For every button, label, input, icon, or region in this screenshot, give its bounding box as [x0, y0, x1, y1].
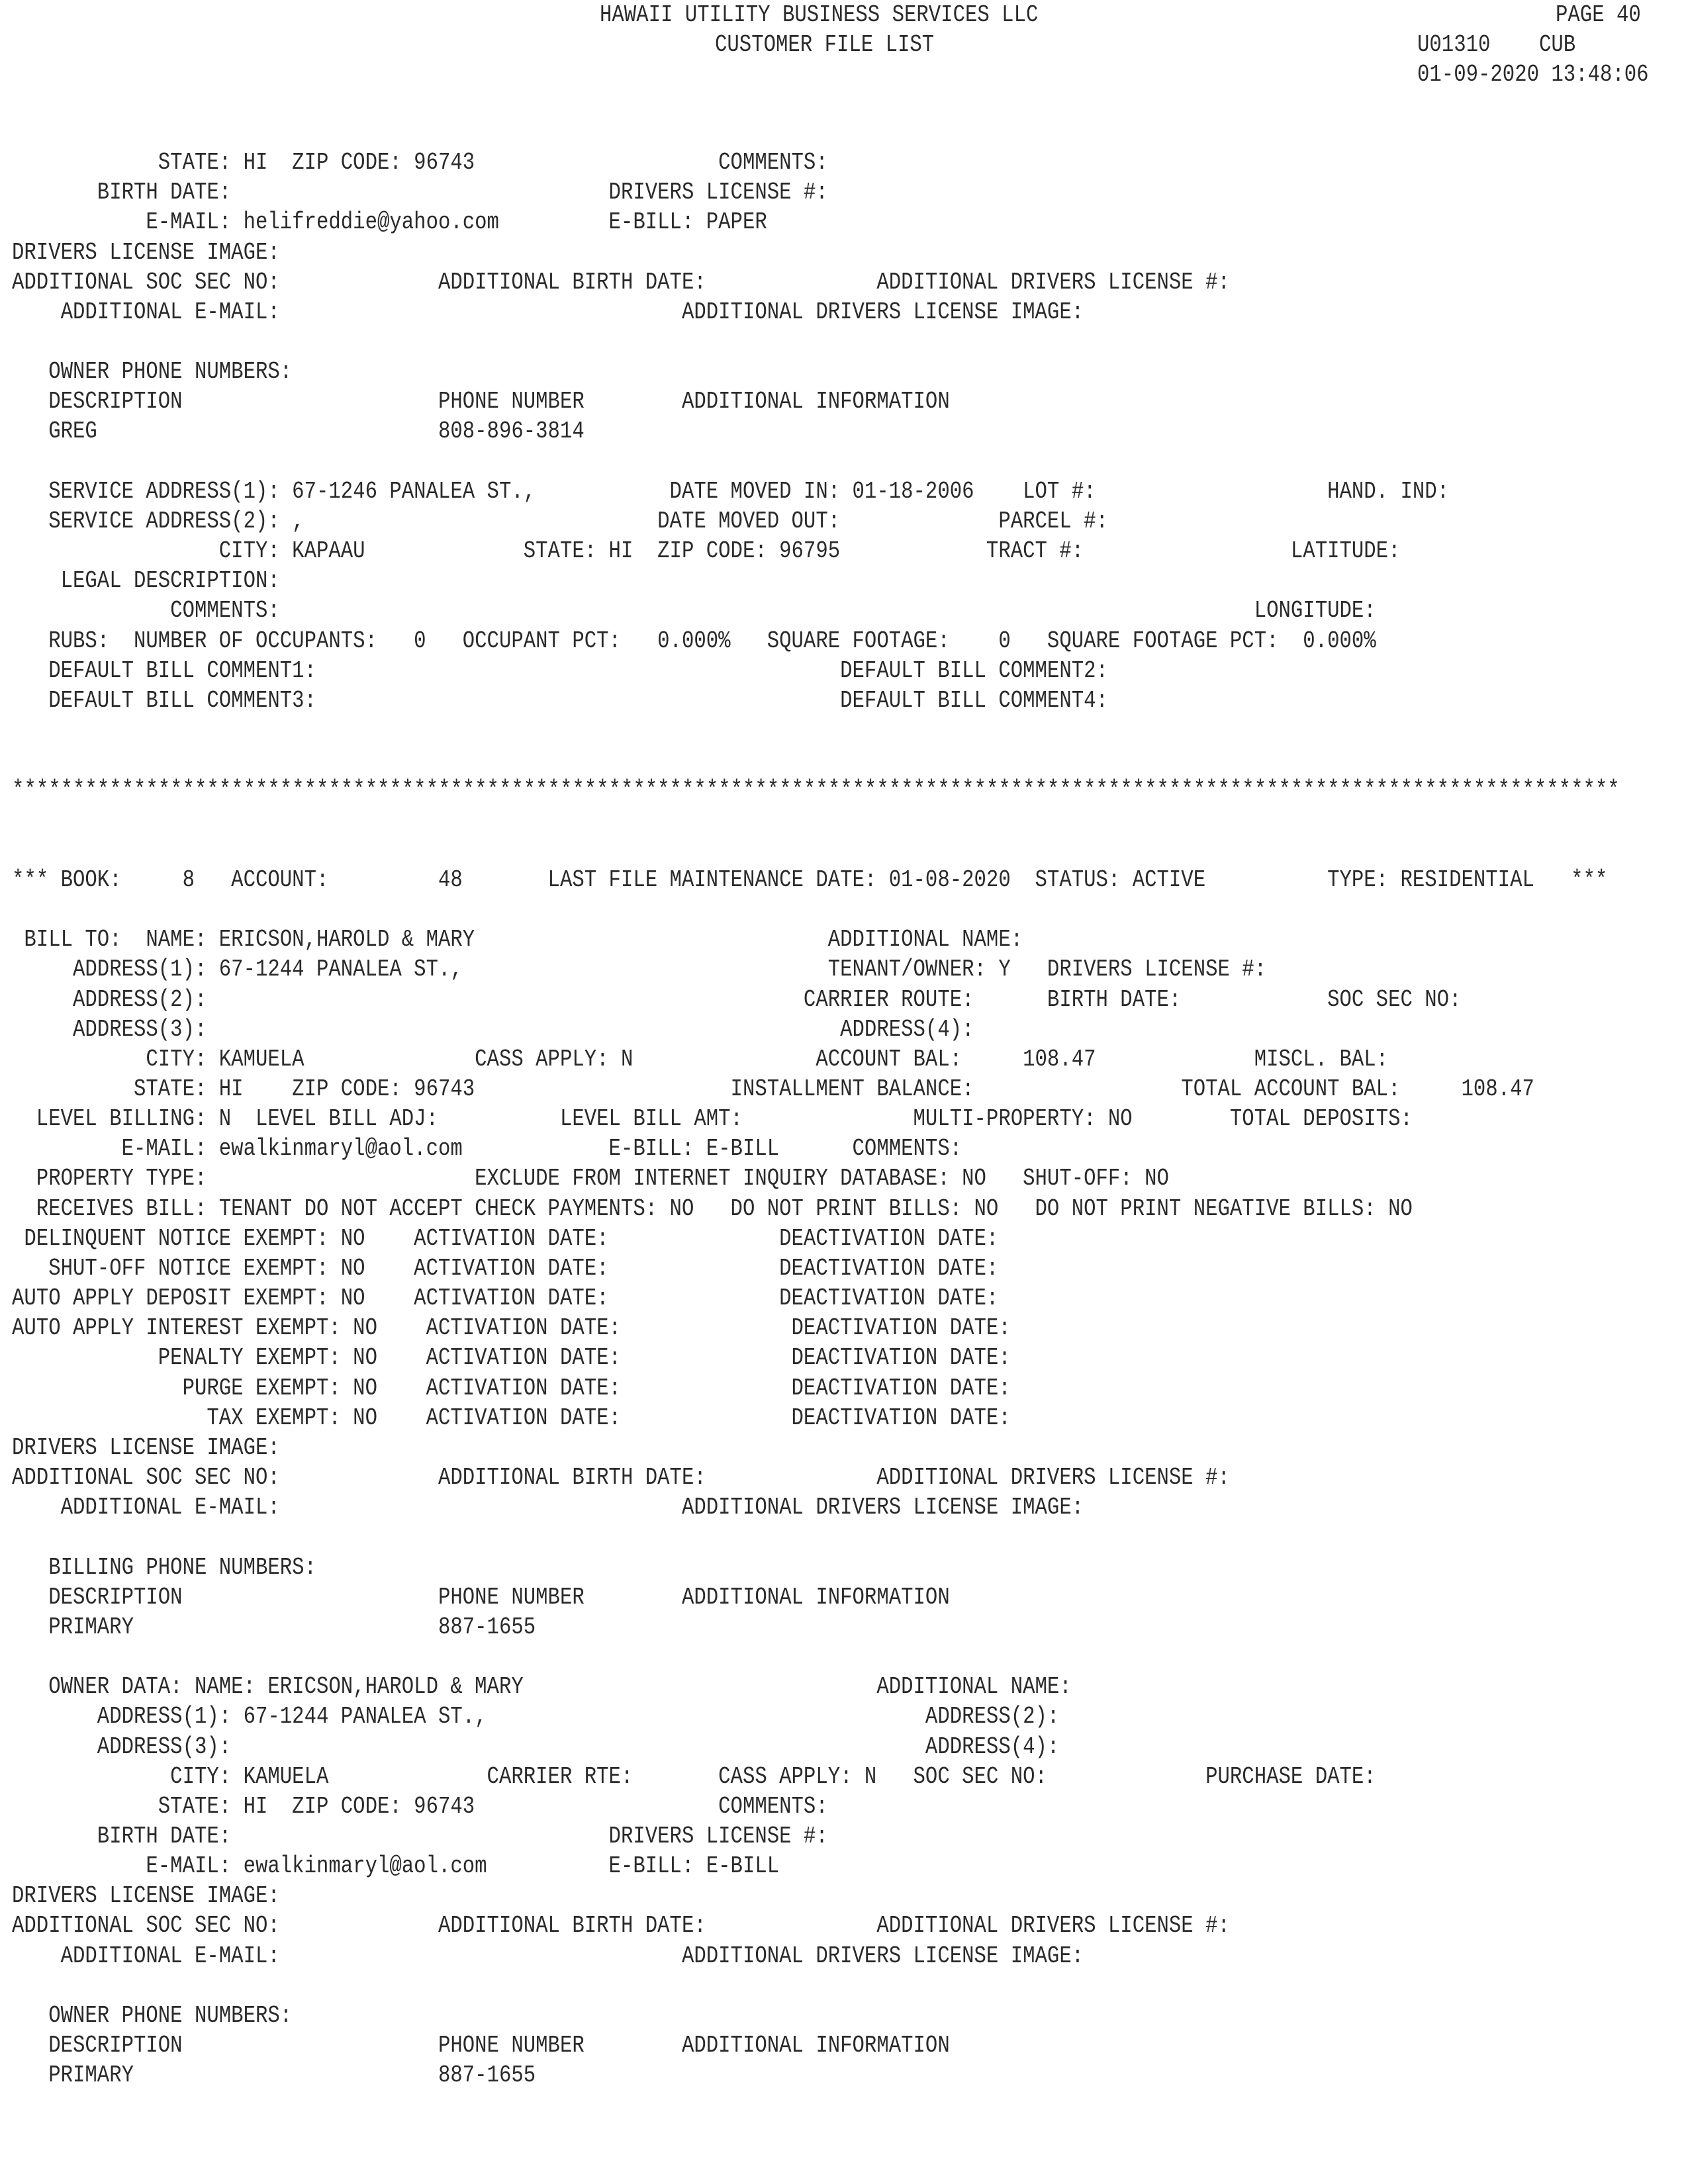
report-line: STATE: HI ZIP CODE: 96743 INSTALLMENT BALANCE: TOTAL ACCOUNT BAL: 108.47: [12, 1075, 1534, 1103]
report-title: CUSTOMER FILE LIST: [715, 31, 935, 58]
report-line: CITY: KAPAAU STATE: HI ZIP CODE: 96795 TRACT #: LATITUDE:: [12, 537, 1401, 565]
report-line: SHUT-OFF NOTICE EXEMPT: NO ACTIVATION DATE: DEACTIVATION DATE:: [12, 1254, 999, 1282]
report-line: SERVICE ADDRESS(1): 67-1246 PANALEA ST., DATE MOVED IN: 01-18-2006 LOT #: HAND. IND:: [12, 477, 1450, 505]
report-line: ADDITIONAL SOC SEC NO: ADDITIONAL BIRTH DATE: ADDITIONAL DRIVERS LICENSE #:: [12, 268, 1230, 296]
report-line: ADDRESS(3): ADDRESS(4):: [12, 1015, 974, 1043]
report-line: ADDRESS(3): ADDRESS(4):: [12, 1733, 1060, 1760]
report-line: ADDITIONAL E-MAIL: ADDITIONAL DRIVERS LICENSE IMAGE:: [12, 1942, 1084, 1970]
report-line: ADDITIONAL SOC SEC NO: ADDITIONAL BIRTH DATE: ADDITIONAL DRIVERS LICENSE #:: [12, 1912, 1230, 1940]
report-datetime: 01-09-2020 13:48:06: [1417, 61, 1649, 88]
report-line: ADDRESS(1): 67-1244 PANALEA ST., TENANT/OWNER: Y DRIVERS LICENSE #:: [12, 956, 1267, 983]
report-line: ADDRESS(2): CARRIER ROUTE: BIRTH DATE: SOC SEC NO:: [12, 985, 1462, 1013]
report-line: *** BOOK: 8 ACCOUNT: 48 LAST FILE MAINTENANCE DATE: 01-08-2020 STATUS: ACTIVE TYPE: RESIDENTIAL ***: [12, 866, 1608, 893]
report-line: PROPERTY TYPE: EXCLUDE FROM INTERNET INQUIRY DATABASE: NO SHUT-OFF: NO: [12, 1165, 1169, 1193]
report-line: COMMENTS: LONGITUDE:: [12, 597, 1376, 625]
report-line: BILLING PHONE NUMBERS:: [12, 1553, 316, 1581]
report-line: BIRTH DATE: DRIVERS LICENSE #:: [12, 1823, 828, 1850]
report-line: AUTO APPLY INTEREST EXEMPT: NO ACTIVATION DATE: DEACTIVATION DATE:: [12, 1314, 1011, 1342]
report-line: STATE: HI ZIP CODE: 96743 COMMENTS:: [12, 149, 828, 176]
report-line: E-MAIL: helifreddie@yahoo.com E-BILL: PAPER: [12, 208, 767, 236]
report-line: RUBS: NUMBER OF OCCUPANTS: 0 OCCUPANT PCT: 0.000% SQUARE FOOTAGE: 0 SQUARE FOOTAGE PCT: 0.000%: [12, 627, 1376, 655]
report-line: OWNER PHONE NUMBERS:: [12, 358, 293, 386]
report-line: DEFAULT BILL COMMENT3: DEFAULT BILL COMMENT4:: [12, 686, 1108, 714]
report-line: DRIVERS LICENSE IMAGE:: [12, 1433, 280, 1461]
report-line: ************************************************************************************************************************************: [12, 776, 1620, 804]
report-line: ADDITIONAL E-MAIL: ADDITIONAL DRIVERS LICENSE IMAGE:: [12, 1494, 1084, 1522]
report-line: TAX EXEMPT: NO ACTIVATION DATE: DEACTIVATION DATE:: [12, 1404, 1011, 1432]
report-line: PRIMARY 887-1655: [12, 1613, 536, 1641]
report-line: DRIVERS LICENSE IMAGE:: [12, 1882, 280, 1910]
report-line: OWNER PHONE NUMBERS:: [12, 2001, 293, 2029]
report-line: GREG 808-896-3814: [12, 418, 585, 445]
company-name: HAWAII UTILITY BUSINESS SERVICES LLC: [600, 1, 1039, 28]
report-line: OWNER DATA: NAME: ERICSON,HAROLD & MARY ADDITIONAL NAME:: [12, 1673, 1072, 1701]
page-number: PAGE 40: [1556, 1, 1641, 28]
report-line: DESCRIPTION PHONE NUMBER ADDITIONAL INFORMATION: [12, 388, 950, 416]
report-line: BIRTH DATE: DRIVERS LICENSE #:: [12, 179, 828, 206]
report-line: E-MAIL: ewalkinmaryl@aol.com E-BILL: E-BILL COMMENTS:: [12, 1135, 962, 1163]
report-line: LEVEL BILLING: N LEVEL BILL ADJ: LEVEL BILL AMT: MULTI-PROPERTY: NO TOTAL DEPOSITS:: [12, 1105, 1413, 1133]
report-line: PENALTY EXEMPT: NO ACTIVATION DATE: DEACTIVATION DATE:: [12, 1344, 1011, 1372]
report-line: DESCRIPTION PHONE NUMBER ADDITIONAL INFORMATION: [12, 1583, 950, 1611]
report-line: AUTO APPLY DEPOSIT EXEMPT: NO ACTIVATION DATE: DEACTIVATION DATE:: [12, 1285, 999, 1312]
report-line: ADDITIONAL E-MAIL: ADDITIONAL DRIVERS LICENSE IMAGE:: [12, 298, 1084, 326]
report-line: DELINQUENT NOTICE EXEMPT: NO ACTIVATION DATE: DEACTIVATION DATE:: [12, 1224, 999, 1252]
report-line: CITY: KAMUELA CARRIER RTE: CASS APPLY: N SOC SEC NO: PURCHASE DATE:: [12, 1762, 1376, 1790]
report-line: LEGAL DESCRIPTION:: [12, 567, 280, 595]
report-line: ADDITIONAL SOC SEC NO: ADDITIONAL BIRTH DATE: ADDITIONAL DRIVERS LICENSE #:: [12, 1464, 1230, 1491]
report-line: PURGE EXEMPT: NO ACTIVATION DATE: DEACTIVATION DATE:: [12, 1374, 1011, 1402]
report-line: E-MAIL: ewalkinmaryl@aol.com E-BILL: E-BILL: [12, 1852, 780, 1880]
report-line: CITY: KAMUELA CASS APPLY: N ACCOUNT BAL: 108.47 MISCL. BAL:: [12, 1045, 1389, 1073]
report-line: DESCRIPTION PHONE NUMBER ADDITIONAL INFORMATION: [12, 2032, 950, 2060]
report-line: STATE: HI ZIP CODE: 96743 COMMENTS:: [12, 1792, 828, 1820]
report-line: PRIMARY 887-1655: [12, 2062, 536, 2089]
report-line: DEFAULT BILL COMMENT1: DEFAULT BILL COMMENT2:: [12, 657, 1108, 684]
report-line: BILL TO: NAME: ERICSON,HAROLD & MARY ADDITIONAL NAME:: [12, 926, 1023, 954]
report-line: DRIVERS LICENSE IMAGE:: [12, 238, 280, 266]
report-line: RECEIVES BILL: TENANT DO NOT ACCEPT CHECK PAYMENTS: NO DO NOT PRINT BILLS: NO DO NOT PRINT NEGATIVE BILLS: NO: [12, 1195, 1413, 1222]
report-id: U01310 CUB: [1417, 31, 1576, 58]
report-line: ADDRESS(1): 67-1244 PANALEA ST., ADDRESS(2):: [12, 1703, 1060, 1731]
report-line: SERVICE ADDRESS(2): , DATE MOVED OUT: PARCEL #:: [12, 507, 1108, 535]
